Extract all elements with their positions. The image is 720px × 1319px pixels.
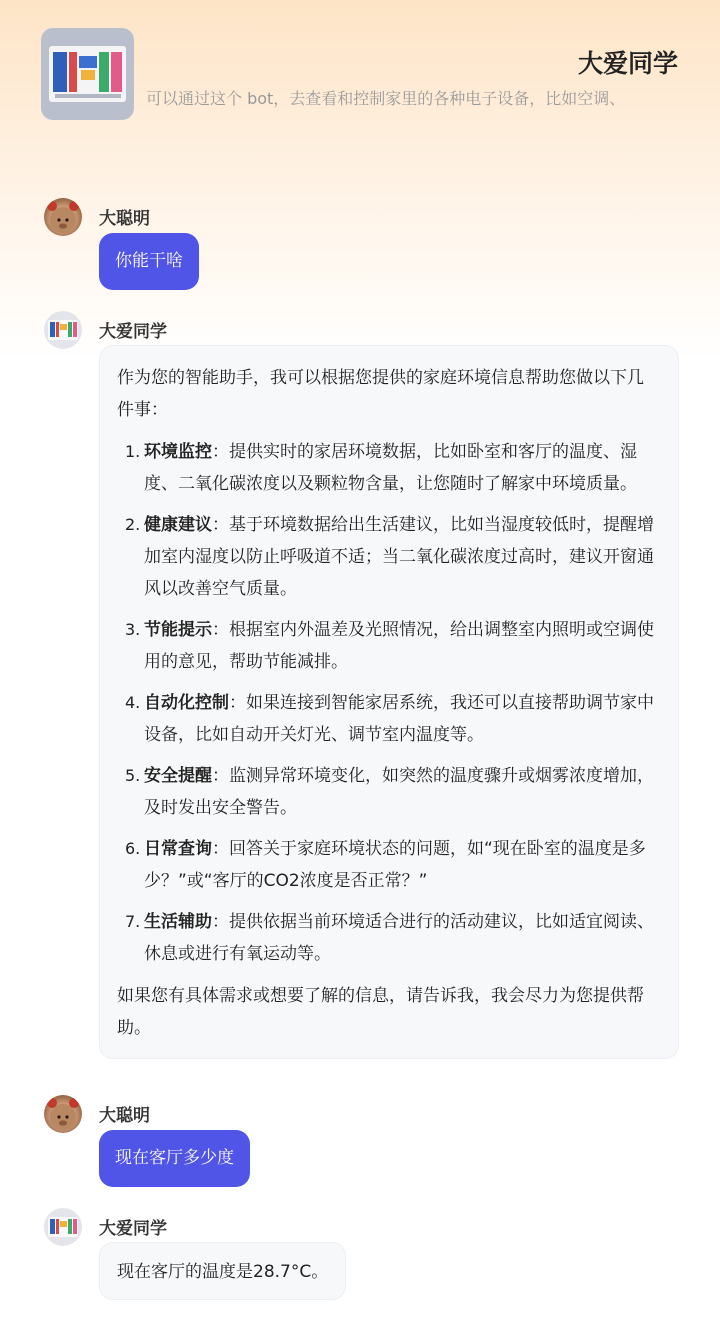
list-item [117, 906, 660, 970]
list-number: 2. [125, 515, 141, 534]
list-item-title: 自动化控制 [144, 693, 229, 713]
list-number: 6. [125, 839, 141, 858]
list-item-text: ：提供实时的家居环境数据，比如卧室和客厅的温度、湿度、二氧化碳浓度以及颗粒物含量，让您随时了解家中环境质量。 [144, 442, 637, 494]
bot-description: 可以通过这个 bot，去查看和控制家里的各种电子设备，比如空调、 [146, 89, 626, 108]
message-intro: 作为您的智能助手，我可以根据您提供的家庭环境信息帮助您做以下几件事： [117, 368, 644, 420]
list-item-text: ：如果连接到智能家居系统，我还可以直接帮助调节家中设备，比如自动开关灯光、调节室内温度等。 [144, 693, 654, 745]
user-message-bubble: 现在客厅多少度 [99, 1130, 250, 1187]
bot-avatar-large[interactable] [41, 28, 134, 120]
dashboard-thumbnail-icon [44, 311, 82, 349]
list-item-title: 节能提示 [144, 620, 212, 640]
list-item [117, 436, 660, 500]
list-number: 1. [125, 442, 141, 461]
bot-message-bubble: 现在客厅的温度是28.7°C。 [99, 1242, 346, 1300]
list-item-text: ：回答关于家庭环境状态的问题，如“现在卧室的温度是多少？”或“客厅的CO2浓度是否正常？” [144, 839, 646, 891]
dashboard-thumbnail-icon [41, 28, 134, 120]
sender-name: 大聪明 [99, 1106, 150, 1126]
list-item [117, 687, 660, 751]
list-item-text: ：基于环境数据给出生活建议，比如当湿度较低时，提醒增加室内湿度以防止呼吸道不适；当二氧化碳浓度过高时，建议开窗通风以改善空气质量。 [144, 515, 654, 599]
capability-list [117, 436, 660, 970]
list-item-title: 生活辅助 [144, 912, 212, 932]
list-item-title: 健康建议 [144, 515, 212, 535]
bot-title: 大爱同学 [577, 49, 678, 78]
bot-message-bubble [99, 345, 679, 1059]
sender-name: 大爱同学 [99, 322, 167, 342]
chat-header [0, 0, 720, 150]
dashboard-thumbnail-icon [44, 1208, 82, 1246]
list-item-title: 安全提醒 [144, 766, 212, 786]
list-number: 7. [125, 912, 141, 931]
list-item-text: ：监测异常环境变化，如突然的温度骤升或烟雾浓度增加，及时发出安全警告。 [144, 766, 654, 818]
list-item [117, 833, 660, 897]
list-item [117, 760, 660, 824]
sender-name: 大聪明 [99, 209, 150, 229]
bot-avatar[interactable] [44, 311, 82, 349]
list-item [117, 614, 660, 678]
list-item-text: ：根据室内外温差及光照情况，给出调整室内照明或空调使用的意见，帮助节能减排。 [144, 620, 654, 672]
reindeer-icon [44, 1095, 82, 1133]
user-avatar[interactable] [44, 1095, 82, 1133]
user-avatar[interactable] [44, 198, 82, 236]
list-item-title: 日常查询 [144, 839, 212, 859]
message-outro: 如果您有具体需求或想要了解的信息，请告诉我，我会尽力为您提供帮助。 [117, 986, 644, 1038]
list-item [117, 509, 660, 605]
list-number: 3. [125, 620, 141, 639]
list-number: 4. [125, 693, 141, 712]
user-message-bubble: 你能干啥 [99, 233, 199, 290]
reindeer-icon [44, 198, 82, 236]
list-item-text: ：提供依据当前环境适合进行的活动建议，比如适宜阅读、休息或进行有氧运动等。 [144, 912, 654, 964]
list-number: 5. [125, 766, 141, 785]
bot-avatar[interactable] [44, 1208, 82, 1246]
sender-name: 大爱同学 [99, 1219, 167, 1239]
list-item-title: 环境监控 [144, 442, 212, 462]
